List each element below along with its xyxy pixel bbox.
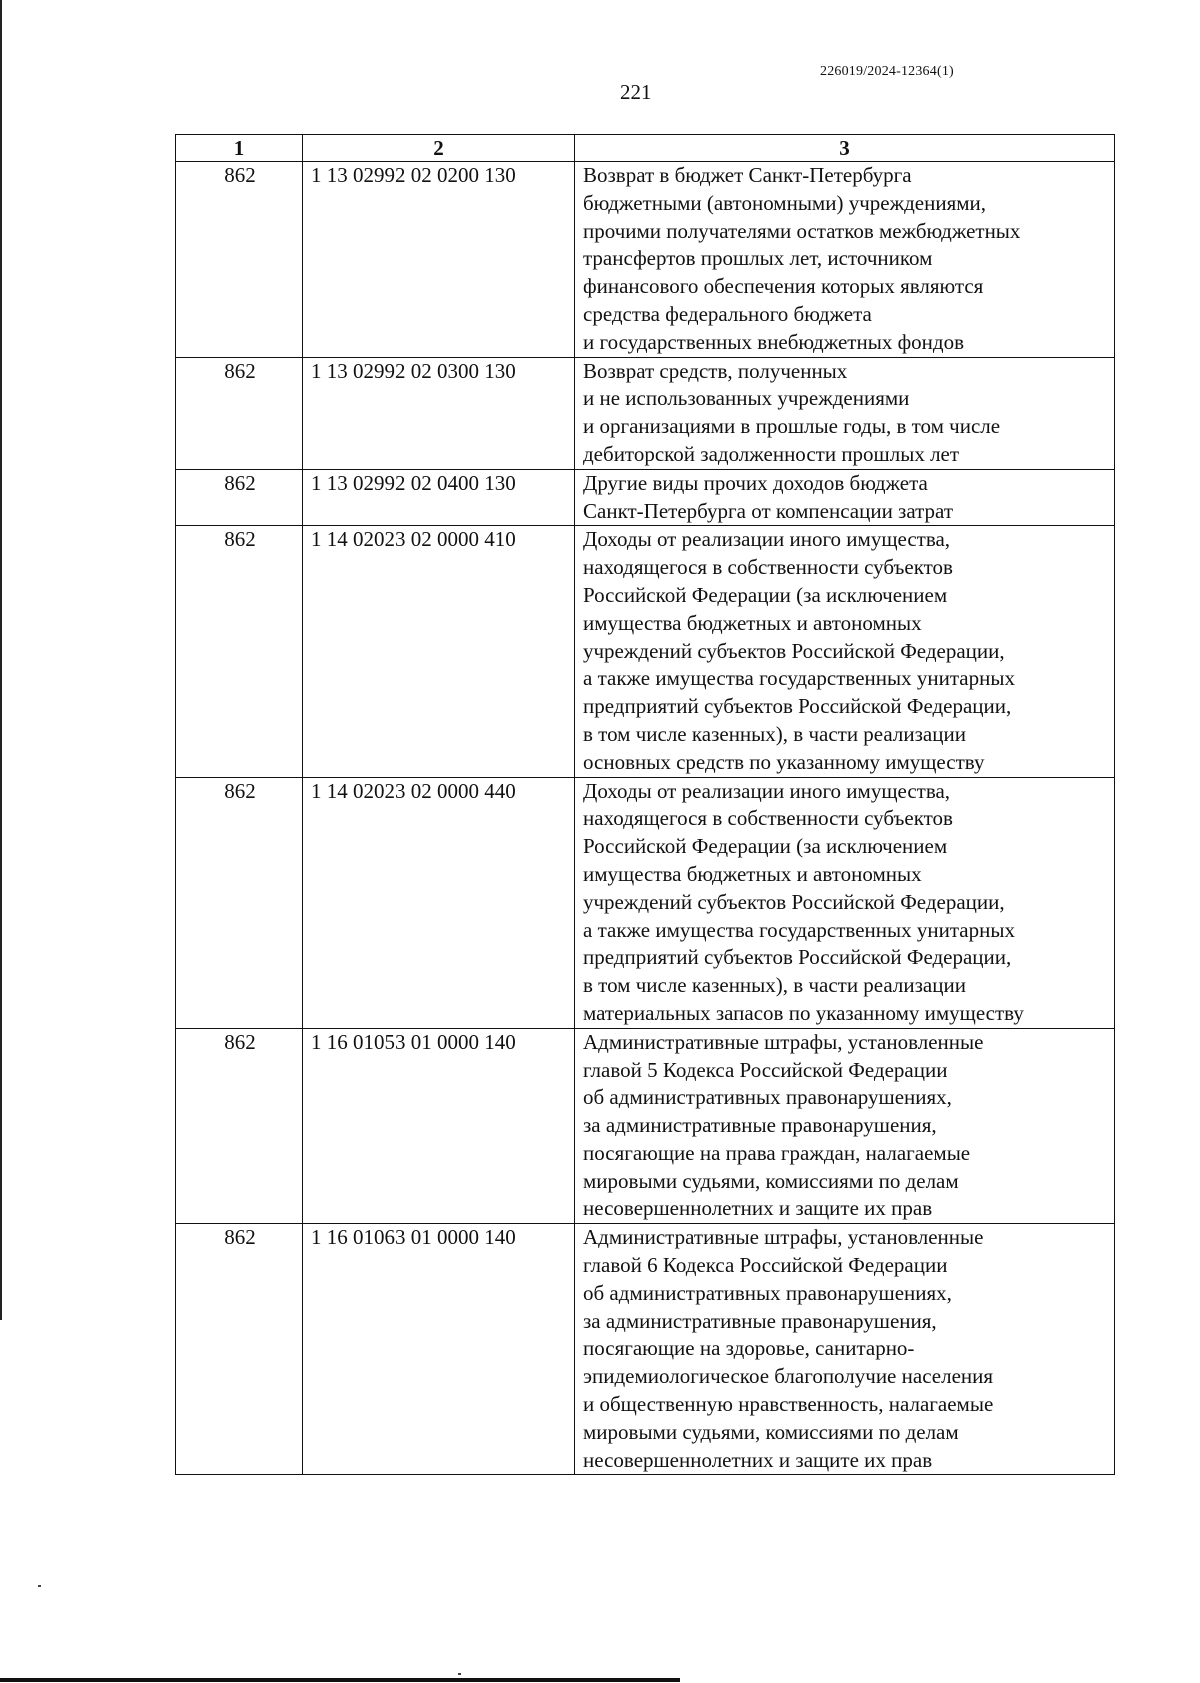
description-line: находящегося в собственности субъектов xyxy=(583,555,953,580)
admin-code-cell: 862 xyxy=(176,1028,303,1224)
description-line: за административные правонарушения, xyxy=(583,1113,937,1138)
admin-code-cell: 862 xyxy=(176,526,303,777)
description-line: посягающие на здоровье, санитарно- xyxy=(583,1336,915,1361)
description-line: Санкт-Петербурга от компенсации затрат xyxy=(583,498,954,523)
scan-bottom-border xyxy=(0,1678,680,1682)
description-line: средства федерального бюджета xyxy=(583,301,872,326)
description-line: финансового обеспечения которых являются xyxy=(583,274,984,299)
description-line: трансфертов прошлых лет, источником xyxy=(583,246,933,271)
description-line: дебиторской задолженности прошлых лет xyxy=(583,441,960,466)
description-line: бюджетными (автономными) учреждениями, xyxy=(583,190,987,215)
description-line: а также имущества государственных унитарных xyxy=(583,666,1015,691)
description-line: а также имущества государственных унитарных xyxy=(583,917,1015,942)
description-line: главой 5 Кодекса Российской Федерации xyxy=(583,1057,948,1082)
description-line: Административные штрафы, установленные xyxy=(583,1029,984,1054)
table-row xyxy=(176,357,1115,469)
admin-code-cell: 862 xyxy=(176,777,303,1028)
revenue-description-cell xyxy=(575,526,1115,777)
description-line: и государственных внебюджетных фондов xyxy=(583,329,965,354)
admin-code-cell: 862 xyxy=(176,357,303,469)
revenue-description-cell xyxy=(575,469,1115,526)
table-row xyxy=(176,1028,1115,1224)
budget-classification-code-cell: 1 14 02023 02 0000 410 xyxy=(303,526,575,777)
table-row xyxy=(176,777,1115,1028)
description-line: находящегося в собственности субъектов xyxy=(583,806,953,831)
description-line: в том числе казенных), в части реализации xyxy=(583,721,966,746)
description-line: материальных запасов по указанному имуществу xyxy=(583,1000,1024,1025)
budget-classification-code-cell: 1 16 01063 01 0000 140 xyxy=(303,1224,575,1475)
admin-code-cell: 862 xyxy=(176,1224,303,1475)
budget-classification-code-cell: 1 13 02992 02 0400 130 xyxy=(303,469,575,526)
description-line: основных средств по указанному имуществу xyxy=(583,749,985,774)
revenue-description-cell xyxy=(575,162,1115,358)
column-header-1: 1 xyxy=(176,135,303,162)
description-line: и организациями в прошлые годы, в том числе xyxy=(583,414,1001,439)
table-row xyxy=(176,469,1115,526)
table-row xyxy=(176,1224,1115,1475)
description-line: в том числе казенных), в части реализации xyxy=(583,973,966,998)
scan-speck xyxy=(458,1673,461,1675)
table-header-row xyxy=(176,135,1115,162)
description-line: Возврат в бюджет Санкт-Петербурга xyxy=(583,163,912,187)
description-line: эпидемиологическое благополучие населения xyxy=(583,1364,994,1389)
description-line: об административных правонарушениях, xyxy=(583,1280,952,1305)
column-header-2: 2 xyxy=(303,135,575,162)
scan-speck xyxy=(38,1585,41,1587)
description-line: посягающие на права граждан, налагаемые xyxy=(583,1140,971,1165)
description-line: об административных правонарушениях, xyxy=(583,1085,952,1110)
description-line: Российской Федерации (за исключением xyxy=(583,834,948,859)
description-line: Доходы от реализации иного имущества, xyxy=(583,527,951,552)
budget-codes-table xyxy=(175,134,1115,1475)
description-line: Возврат средств, полученных xyxy=(583,358,848,383)
description-line: имущества бюджетных и автономных xyxy=(583,861,922,886)
scan-left-border xyxy=(0,0,2,1320)
table-row xyxy=(176,526,1115,777)
description-line: мировыми судьями, комиссиями по делам xyxy=(583,1168,959,1193)
description-line: учреждений субъектов Российской Федерации, xyxy=(583,638,1005,663)
page-number: 221 xyxy=(620,80,652,104)
revenue-description-cell xyxy=(575,357,1115,469)
revenue-description-cell xyxy=(575,1224,1115,1475)
budget-classification-code-cell: 1 16 01053 01 0000 140 xyxy=(303,1028,575,1224)
description-line: предприятий субъектов Российской Федерации, xyxy=(583,945,1012,970)
column-header-3: 3 xyxy=(575,135,1115,162)
description-line: прочими получателями остатков межбюджетных xyxy=(583,218,1021,243)
admin-code-cell: 862 xyxy=(176,469,303,526)
admin-code-cell: 862 xyxy=(176,162,303,358)
description-line: несовершеннолетних и защите их прав xyxy=(583,1196,933,1221)
description-line: Административные штрафы, установленные xyxy=(583,1225,984,1250)
document-id: 226019/2024-12364(1) xyxy=(820,64,954,79)
table-row xyxy=(176,162,1115,358)
table-body xyxy=(176,162,1115,1475)
revenue-description-cell xyxy=(575,777,1115,1028)
description-line: и не использованных учреждениями xyxy=(583,386,910,411)
description-line: и общественную нравственность, налагаемые xyxy=(583,1392,994,1417)
budget-classification-code-cell: 1 13 02992 02 0300 130 xyxy=(303,357,575,469)
description-line: несовершеннолетних и защите их прав xyxy=(583,1447,933,1472)
description-line: Российской Федерации (за исключением xyxy=(583,582,948,607)
revenue-description-cell xyxy=(575,1028,1115,1224)
budget-classification-code-cell: 1 14 02023 02 0000 440 xyxy=(303,777,575,1028)
description-line: Доходы от реализации иного имущества, xyxy=(583,778,951,803)
description-line: главой 6 Кодекса Российской Федерации xyxy=(583,1253,948,1278)
description-line: учреждений субъектов Российской Федерации, xyxy=(583,889,1005,914)
budget-classification-code-cell: 1 13 02992 02 0200 130 xyxy=(303,162,575,358)
description-line: за административные правонарушения, xyxy=(583,1308,937,1333)
description-line: имущества бюджетных и автономных xyxy=(583,610,922,635)
description-line: мировыми судьями, комиссиями по делам xyxy=(583,1419,959,1444)
description-line: Другие виды прочих доходов бюджета xyxy=(583,470,928,495)
description-line: предприятий субъектов Российской Федерации, xyxy=(583,694,1012,719)
